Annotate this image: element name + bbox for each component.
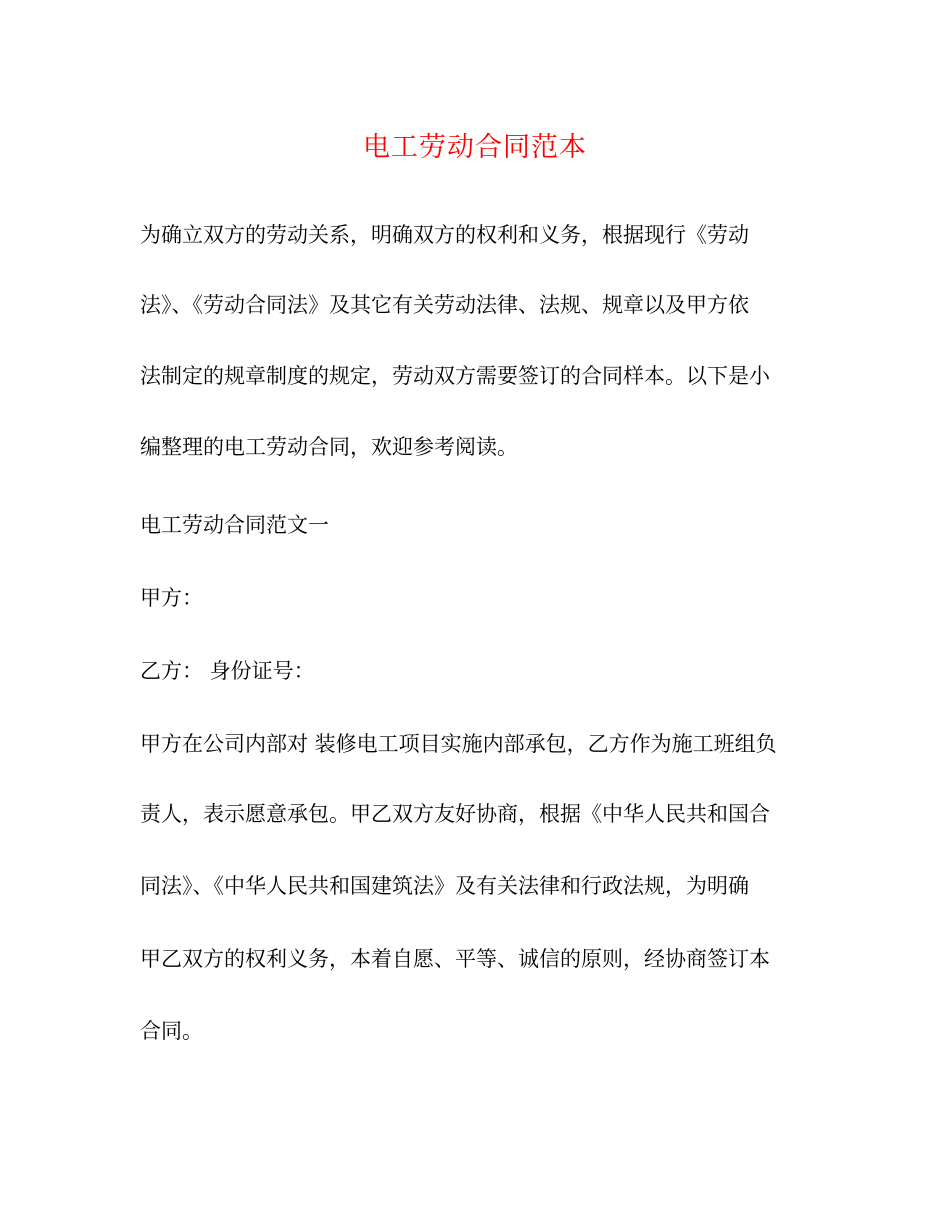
body-line: 法制定的规章制度的规定，劳动双方需要签订的合同样本。以下是小 <box>140 364 770 388</box>
body-line: 责人，表示愿意承包。甲乙双方友好协商，根据《中华人民共和国合 <box>140 802 770 826</box>
party-a-line: 甲方： <box>140 586 203 610</box>
body-line: 编整理的电工劳动合同，欢迎参考阅读。 <box>140 435 518 459</box>
party-b-line: 乙方： 身份证号： <box>140 659 315 683</box>
body-line: 同法》、《中华人民共和国建筑法》及有关法律和行政法规，为明确 <box>140 874 749 898</box>
body-line: 甲乙双方的权利义务，本着自愿、平等、诚信的原则，经协商签订本 <box>140 947 770 971</box>
section-heading: 电工劳动合同范文一 <box>140 513 329 537</box>
document-title: 电工劳动合同范本 <box>363 132 587 163</box>
body-line: 合同。 <box>140 1019 203 1043</box>
body-line: 法》、《劳动合同法》及其它有关劳动法律、法规、规章以及甲方依 <box>140 293 749 317</box>
body-line: 为确立双方的劳动关系，明确双方的权利和义务，根据现行《劳动 <box>140 223 749 247</box>
body-line: 甲方在公司内部对 装修电工项目实施内部承包，乙方作为施工班组负 <box>140 732 777 756</box>
